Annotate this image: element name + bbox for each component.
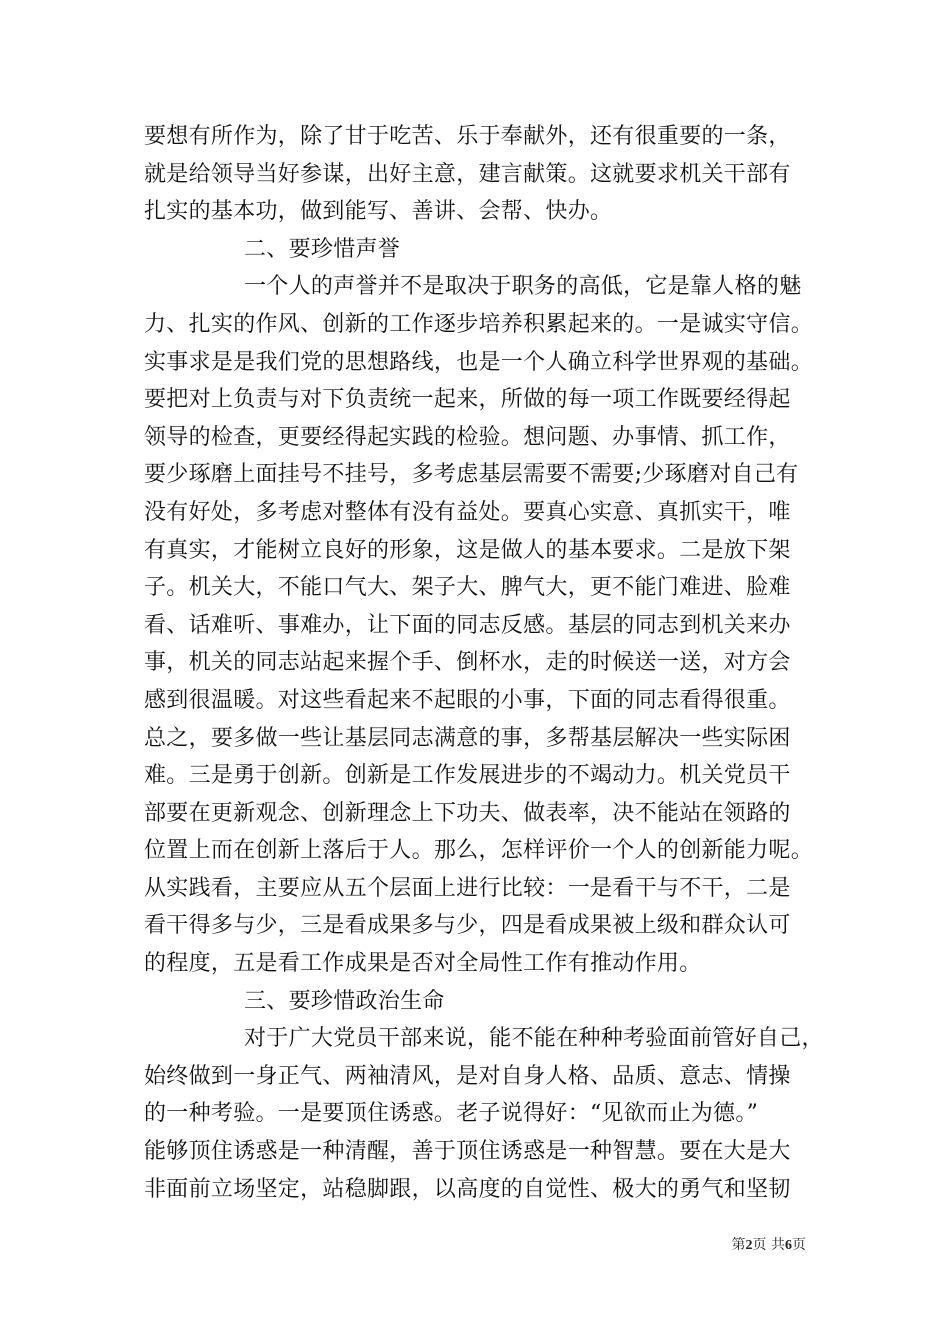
text-line: 要想有所作为，除了甘于吃苦、乐于奉献外，还有很重要的一条， — [144, 124, 791, 149]
text-line: 看、话难听、事难办，让下面的同志反感。基层的同志到机关来办 — [144, 612, 791, 638]
text-line: 要把对上负责与对下负责统一起来，所做的每一项工作既要经得起 — [144, 387, 791, 413]
text-line: 的一种考验。一是要顶住诱惑。老子说得好：“见欲而止为德。” — [144, 1101, 759, 1127]
section-heading: 三、要珍惜政治生命 — [244, 988, 445, 1014]
text-line: 子。机关大，不能口气大、架子大、脾气大，更不能门难进、脸难 — [144, 575, 791, 601]
text-line: 实事求是是我们党的思想路线，也是一个人确立科学世界观的基础。 — [144, 349, 814, 375]
text-line: 能够顶住诱惑是一种清醒，善于顶住诱惑是一种智慧。要在大是大 — [144, 1139, 791, 1165]
text-line: 总之，要多做一些让基层同志满意的事，多帮基层解决一些实际困 — [144, 725, 791, 751]
page-footer — [732, 1234, 806, 1254]
text-line: 的程度，五是看工作成果是否对全局性工作有推动作用。 — [144, 951, 702, 977]
text-line: 难。三是勇于创新。创新是工作发展进步的不竭动力。机关党员干 — [144, 763, 791, 789]
footer-suffix: 页 — [792, 1237, 806, 1253]
page-total: 6 — [785, 1238, 792, 1253]
text-line: 扎实的基本功，做到能写、善讲、会帮、快办。 — [144, 199, 613, 225]
text-line: 事，机关的同志站起来握个手、倒杯水，走的时候送一送，对方会 — [144, 650, 791, 676]
text-line: 位置上而在创新上落后于人。那么，怎样评价一个人的创新能力呢。 — [144, 838, 814, 864]
text-line: 从实践看，主要应从五个层面上进行比较：一是看干与不干，二是 — [144, 875, 791, 901]
text-line: 有真实，才能树立良好的形象，这是做人的基本要求。二是放下架 — [144, 537, 791, 563]
footer-middle: 页 共 — [752, 1237, 785, 1253]
text-line: 就是给领导当好参谋，出好主意，建言献策。这就要求机关干部有 — [144, 161, 791, 187]
text-line: 始终做到一身正气、两袖清风，是对自身人格、品质、意志、情操 — [144, 1063, 791, 1089]
text-line: 非面前立场坚定，站稳脚跟，以高度的自觉性、极大的勇气和坚韧 — [144, 1176, 791, 1202]
text-line: 看干得多与少，三是看成果多与少，四是看成果被上级和群众认可 — [144, 913, 791, 939]
text-line: 一个人的声誉并不是取决于职务的高低，它是靠人格的魅 — [244, 274, 802, 300]
body-text — [144, 118, 824, 1208]
text-line: 没有好处，多考虑对整体有没有益处。要真心实意、真抓实干，唯 — [144, 499, 791, 525]
footer-prefix: 第 — [731, 1237, 746, 1253]
section-heading: 二、要珍惜声誉 — [244, 236, 401, 262]
text-line: 对于广大党员干部来说，能不能在种种考验面前管好自己， — [244, 1026, 824, 1052]
text-line: 力、扎实的作风、创新的工作逐步培养积累起来的。一是诚实守信。 — [144, 311, 814, 337]
text-line: 领导的检查，更要经得起实践的检验。想问题、办事情、抓工作， — [144, 424, 791, 450]
text-line: 感到很温暖。对这些看起来不起眼的小事，下面的同志看得很重。 — [144, 687, 791, 713]
text-line: 要少琢磨上面挂号不挂号，多考虑基层需要不需要;少琢磨对自己有 — [144, 462, 799, 488]
page-number: 2 — [745, 1238, 753, 1253]
text-line: 部要在更新观念、创新理念上下功夫、做表率，决不能站在领路的 — [144, 800, 791, 826]
